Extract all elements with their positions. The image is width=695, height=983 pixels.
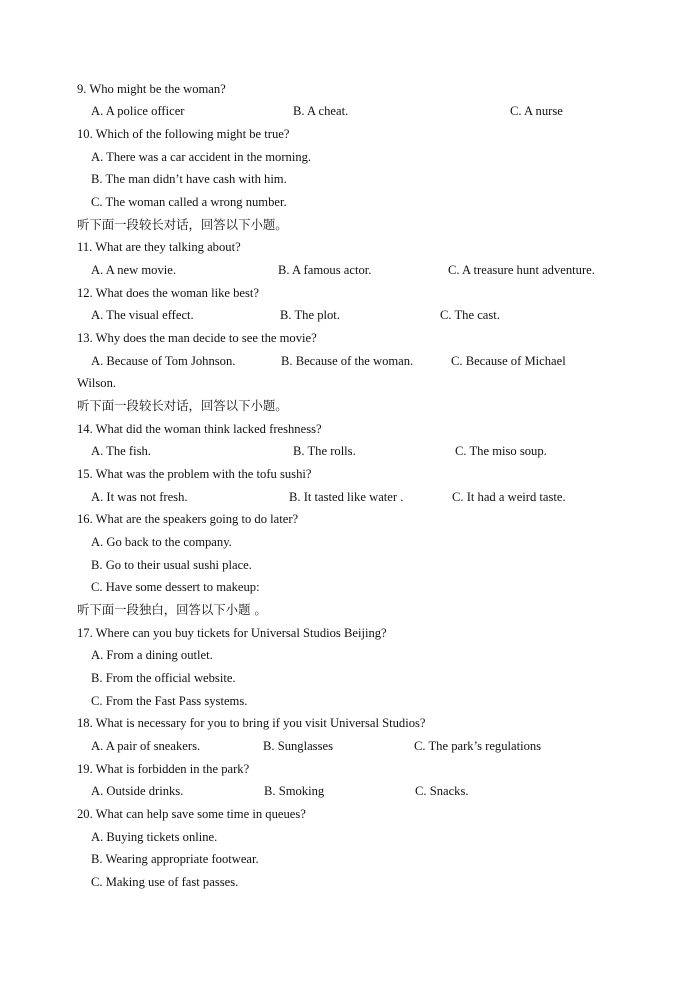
- question-14-option-a: A. The fish.: [91, 444, 151, 458]
- question-20-option-c: C. Making use of fast passes.: [91, 875, 239, 889]
- question-16-option-a: A. Go back to the company.: [91, 535, 232, 549]
- question-12-option-c: C. The cast.: [440, 308, 500, 322]
- question-13-option-c-continued: Wilson.: [77, 376, 117, 390]
- question-18-option-c: C. The park’s regulations: [414, 739, 542, 753]
- question-12-option-a: A. The visual effect.: [91, 308, 194, 322]
- question-13-option-a: A. Because of Tom Johnson.: [91, 354, 236, 368]
- question-19-option-a: A. Outside drinks.: [91, 784, 184, 798]
- question-17-option-c: C. From the Fast Pass systems.: [91, 694, 248, 708]
- question-13-option-b: B. Because of the woman.: [281, 354, 414, 368]
- question-19-option-c: C. Snacks.: [415, 784, 469, 798]
- question-13-option-c: C. Because of Michael: [451, 354, 566, 368]
- question-20-option-a: A. Buying tickets online.: [91, 830, 218, 844]
- question-16-stem: 16. What are the speakers going to do later?: [77, 512, 299, 526]
- question-20-stem: 20. What can help save some time in queues?: [77, 807, 306, 821]
- question-15-option-c: C. It had a weird taste.: [452, 490, 566, 504]
- question-18-stem: 18. What is necessary for you to bring if you visit Universal Studios?: [77, 716, 426, 730]
- section-instruction-3: 听下面一段独白，回答以下小题 。: [77, 602, 267, 617]
- section-instruction-1: 听下面一段较长对话，回答以下小题。: [77, 217, 288, 232]
- question-17-stem: 17. Where can you buy tickets for Universal Studios Beijing?: [77, 626, 387, 640]
- question-19-stem: 19. What is forbidden in the park?: [77, 762, 250, 776]
- question-17-option-b: B. From the official website.: [91, 671, 236, 685]
- question-14-option-c: C. The miso soup.: [455, 444, 547, 458]
- question-16-option-b: B. Go to their usual sushi place.: [91, 558, 252, 572]
- question-11-option-b: B. A famous actor.: [278, 263, 372, 277]
- question-10-option-a: A. There was a car accident in the morning.: [91, 150, 312, 164]
- question-12-stem: 12. What does the woman like best?: [77, 286, 259, 300]
- question-16-option-c: C. Have some dessert to makeup:: [91, 580, 260, 594]
- question-14-option-b: B. The rolls.: [293, 444, 356, 458]
- question-14-stem: 14. What did the woman think lacked freshness?: [77, 422, 322, 436]
- question-17-option-a: A. From a dining outlet.: [91, 648, 213, 662]
- question-18-option-a: A. A pair of sneakers.: [91, 739, 201, 753]
- question-15-stem: 15. What was the problem with the tofu sushi?: [77, 467, 312, 481]
- question-13-stem: 13. Why does the man decide to see the movie?: [77, 331, 317, 345]
- question-10-stem: 10. Which of the following might be true?: [77, 127, 290, 141]
- question-10-option-c: C. The woman called a wrong number.: [91, 195, 287, 209]
- question-15-option-b: B. It tasted like water .: [289, 490, 404, 504]
- section-instruction-2: 听下面一段较长对话，回答以下小题。: [77, 398, 288, 413]
- question-9-option-b: B. A cheat.: [293, 104, 349, 118]
- question-11-option-c: C. A treasure hunt adventure.: [448, 263, 595, 277]
- question-9-option-a: A. A police officer: [91, 104, 185, 118]
- question-20-option-b: B. Wearing appropriate footwear.: [91, 852, 259, 866]
- question-19-option-b: B. Smoking: [264, 784, 325, 798]
- question-15-option-a: A. It was not fresh.: [91, 490, 188, 504]
- question-11-stem: 11. What are they talking about?: [77, 240, 241, 254]
- question-12-option-b: B. The plot.: [280, 308, 340, 322]
- question-11-option-a: A. A new movie.: [91, 263, 177, 277]
- question-18-option-b: B. Sunglasses: [263, 739, 333, 753]
- question-9-stem: 9. Who might be the woman?: [77, 82, 226, 96]
- question-9-option-c: C. A nurse: [510, 104, 563, 118]
- question-10-option-b: B. The man didn’t have cash with him.: [91, 172, 287, 186]
